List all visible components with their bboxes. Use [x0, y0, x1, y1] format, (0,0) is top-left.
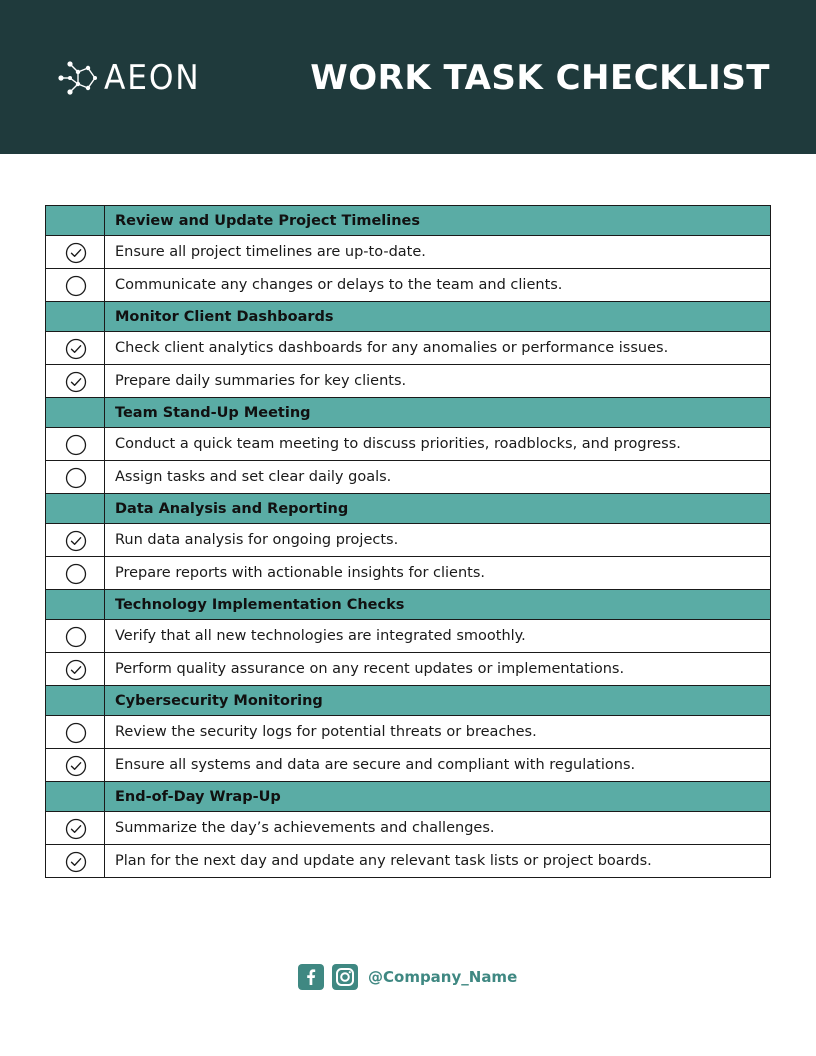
task-text: Review the security logs for potential threats or breaches. — [105, 716, 771, 749]
checked-circle-icon[interactable] — [65, 242, 85, 262]
section-header-row — [46, 590, 771, 620]
checked-circle-icon[interactable] — [65, 530, 85, 550]
section-header-spacer — [46, 782, 105, 812]
section-header-spacer — [46, 590, 105, 620]
instagram-icon[interactable] — [332, 964, 358, 990]
section-title: Data Analysis and Reporting — [105, 494, 771, 524]
section-header-row — [46, 686, 771, 716]
section-title: Team Stand-Up Meeting — [105, 398, 771, 428]
section-header-row — [46, 398, 771, 428]
section-title: Technology Implementation Checks — [105, 590, 771, 620]
task-row — [46, 653, 771, 686]
task-checkbox-cell — [46, 620, 105, 653]
task-checkbox-cell — [46, 812, 105, 845]
task-row — [46, 845, 771, 878]
checked-circle-icon[interactable] — [65, 851, 85, 871]
section-title: Cybersecurity Monitoring — [105, 686, 771, 716]
unchecked-circle-icon[interactable] — [65, 434, 85, 454]
task-text: Plan for the next day and update any relevant task lists or project boards. — [105, 845, 771, 878]
task-checkbox-cell — [46, 461, 105, 494]
task-text: Communicate any changes or delays to the team and clients. — [105, 269, 771, 302]
task-text: Assign tasks and set clear daily goals. — [105, 461, 771, 494]
section-header-row — [46, 302, 771, 332]
checked-circle-icon[interactable] — [65, 371, 85, 391]
task-text: Prepare reports with actionable insights for clients. — [105, 557, 771, 590]
task-text: Conduct a quick team meeting to discuss priorities, roadblocks, and progress. — [105, 428, 771, 461]
section-header-spacer — [46, 686, 105, 716]
section-header-spacer — [46, 302, 105, 332]
task-row — [46, 269, 771, 302]
unchecked-circle-icon[interactable] — [65, 722, 85, 742]
task-checkbox-cell — [46, 269, 105, 302]
task-text: Run data analysis for ongoing projects. — [105, 524, 771, 557]
section-header-row — [46, 782, 771, 812]
task-row — [46, 428, 771, 461]
task-checkbox-cell — [46, 845, 105, 878]
task-row — [46, 461, 771, 494]
task-row — [46, 524, 771, 557]
section-header-spacer — [46, 494, 105, 524]
company-handle[interactable]: @Company_Name — [368, 968, 518, 986]
section-title: Monitor Client Dashboards — [105, 302, 771, 332]
section-title: Review and Update Project Timelines — [105, 206, 771, 236]
logo-wordmark: AEON — [104, 58, 201, 98]
checked-circle-icon[interactable] — [65, 755, 85, 775]
section-header-spacer — [46, 398, 105, 428]
checked-circle-icon[interactable] — [65, 338, 85, 358]
task-text: Check client analytics dashboards for any anomalies or performance issues. — [105, 332, 771, 365]
section-header-row — [46, 206, 771, 236]
task-row — [46, 620, 771, 653]
section-header-spacer — [46, 206, 105, 236]
task-checkbox-cell — [46, 716, 105, 749]
task-row — [46, 365, 771, 398]
task-text: Prepare daily summaries for key clients. — [105, 365, 771, 398]
unchecked-circle-icon[interactable] — [65, 563, 85, 583]
header-banner — [0, 0, 816, 154]
checked-circle-icon[interactable] — [65, 818, 85, 838]
task-text: Ensure all project timelines are up-to-date. — [105, 236, 771, 269]
task-checklist-table — [45, 205, 771, 878]
task-checkbox-cell — [46, 749, 105, 782]
task-row — [46, 236, 771, 269]
task-checkbox-cell — [46, 524, 105, 557]
task-text: Verify that all new technologies are integrated smoothly. — [105, 620, 771, 653]
unchecked-circle-icon[interactable] — [65, 626, 85, 646]
task-row — [46, 812, 771, 845]
facebook-icon[interactable] — [298, 964, 324, 990]
network-logo-icon — [58, 58, 98, 98]
task-checkbox-cell — [46, 236, 105, 269]
unchecked-circle-icon[interactable] — [65, 275, 85, 295]
unchecked-circle-icon[interactable] — [65, 467, 85, 487]
task-row — [46, 557, 771, 590]
task-row — [46, 332, 771, 365]
section-header-row — [46, 494, 771, 524]
section-title: End-of-Day Wrap-Up — [105, 782, 771, 812]
task-checkbox-cell — [46, 653, 105, 686]
task-checkbox-cell — [46, 428, 105, 461]
task-text: Ensure all systems and data are secure and compliant with regulations. — [105, 749, 771, 782]
page-title: WORK TASK CHECKLIST — [310, 58, 770, 98]
social-footer — [298, 964, 517, 990]
task-row — [46, 749, 771, 782]
task-checkbox-cell — [46, 332, 105, 365]
task-checkbox-cell — [46, 365, 105, 398]
task-text: Summarize the day’s achievements and challenges. — [105, 812, 771, 845]
checked-circle-icon[interactable] — [65, 659, 85, 679]
company-logo — [58, 58, 209, 98]
task-row — [46, 716, 771, 749]
task-text: Perform quality assurance on any recent updates or implementations. — [105, 653, 771, 686]
task-checkbox-cell — [46, 557, 105, 590]
